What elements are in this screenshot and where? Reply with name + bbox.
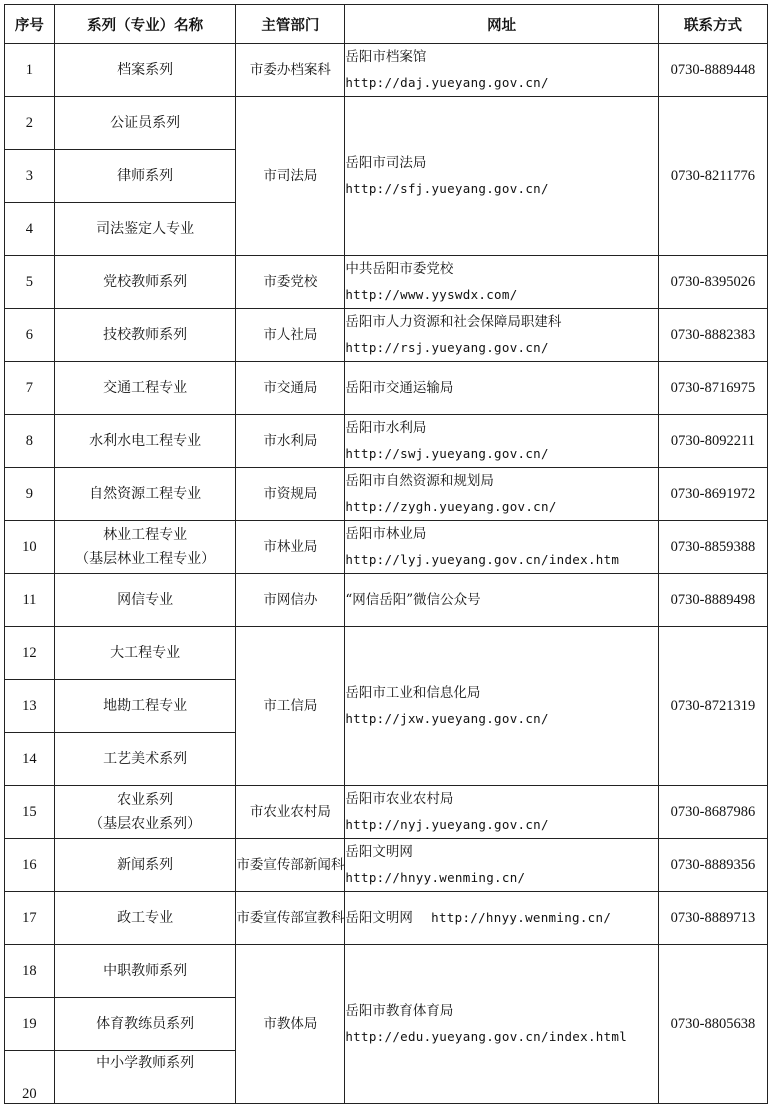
row-series-name: 党校教师系列: [54, 256, 236, 309]
row-seq: 11: [5, 574, 55, 627]
row-seq: 17: [5, 892, 55, 945]
row-website: [345, 786, 659, 839]
row-series-name: 新闻系列: [54, 839, 236, 892]
row-org-name: 中共岳阳市委党校: [345, 261, 454, 277]
row-org-name: 岳阳市工业和信息化局: [345, 685, 481, 701]
row-url-link[interactable]: http://jxw.yueyang.gov.cn/: [345, 711, 549, 726]
row-series-name: 中职教师系列: [54, 945, 236, 998]
header-seq: 序号: [5, 5, 55, 44]
row-website: [345, 256, 659, 309]
row-seq: 5: [5, 256, 55, 309]
row-url-link[interactable]: http://rsj.yueyang.gov.cn/: [345, 340, 549, 355]
row-seq: 12: [5, 627, 55, 680]
professional-title-contact-table: [4, 4, 768, 1104]
row-org-name: 岳阳市司法局: [345, 155, 427, 171]
row-seq: 3: [5, 150, 55, 203]
row-department: 市工信局: [236, 627, 345, 786]
header-row: [5, 5, 768, 44]
row-seq: 8: [5, 415, 55, 468]
table-row: [5, 839, 768, 892]
header-department: 主管部门: [236, 5, 345, 44]
row-url-link[interactable]: http://hnyy.wenming.cn/: [345, 870, 526, 885]
row-phone: 0730-8805638: [658, 945, 767, 1104]
table-row: [5, 309, 768, 362]
row-series-name: 技校教师系列: [54, 309, 236, 362]
row-department: 市人社局: [236, 309, 345, 362]
row-website: [345, 945, 659, 1104]
row-series-name: 交通工程专业: [54, 362, 236, 415]
row-url-link[interactable]: http://swj.yueyang.gov.cn/: [345, 446, 549, 461]
row-seq: 16: [5, 839, 55, 892]
table-row: [5, 97, 768, 150]
row-org-name: 岳阳市教育体育局: [345, 1003, 454, 1019]
row-department: 市农业农村局: [236, 786, 345, 839]
row-website: [345, 574, 659, 627]
row-department: 市资规局: [236, 468, 345, 521]
table-row: [5, 945, 768, 998]
row-seq: 1: [5, 44, 55, 97]
row-department: 市交通局: [236, 362, 345, 415]
row-seq: 19: [5, 998, 55, 1051]
row-series-name: 公证员系列: [54, 97, 236, 150]
row-seq: 15: [5, 786, 55, 839]
table-row: [5, 362, 768, 415]
row-phone: 0730-8716975: [658, 362, 767, 415]
row-series-name: 自然资源工程专业: [54, 468, 236, 521]
row-seq: 6: [5, 309, 55, 362]
row-website: [345, 839, 659, 892]
table-row: [5, 468, 768, 521]
row-series-name: 中小学教师系列: [54, 1051, 236, 1104]
row-series-name: 政工专业: [54, 892, 236, 945]
row-website: [345, 521, 659, 574]
row-series-name: 律师系列: [54, 150, 236, 203]
row-series-name: 水利水电工程专业: [54, 415, 236, 468]
row-phone: 0730-8211776: [658, 97, 767, 256]
row-series-name: 档案系列: [54, 44, 236, 97]
row-series-name: [54, 786, 236, 839]
table-row: [5, 256, 768, 309]
row-phone: 0730-8721319: [658, 627, 767, 786]
row-website: [345, 415, 659, 468]
row-website: [345, 309, 659, 362]
table-row: [5, 892, 768, 945]
header-website: 网址: [345, 5, 659, 44]
row-phone: 0730-8889448: [658, 44, 767, 97]
row-url-link[interactable]: http://lyj.yueyang.gov.cn/index.htm: [345, 552, 620, 567]
row-phone: 0730-8889356: [658, 839, 767, 892]
row-org-name: 岳阳文明网: [345, 844, 413, 860]
row-phone: 0730-8889713: [658, 892, 767, 945]
row-org-name: 岳阳市农业农村局: [345, 791, 454, 807]
row-department: 市委办档案科: [236, 44, 345, 97]
table-row: [5, 574, 768, 627]
row-series-name: 司法鉴定人专业: [54, 203, 236, 256]
header-contact: 联系方式: [658, 5, 767, 44]
row-seq: 20: [5, 1051, 55, 1104]
row-website: [345, 892, 659, 945]
table-row: [5, 521, 768, 574]
table-row: [5, 786, 768, 839]
row-department: 市委党校: [236, 256, 345, 309]
row-org-name: 岳阳市人力资源和社会保障局职建科: [345, 314, 562, 330]
row-org-name: 岳阳市水利局: [345, 420, 427, 436]
row-department: 市教体局: [236, 945, 345, 1104]
row-seq: 4: [5, 203, 55, 256]
row-url-link[interactable]: http://daj.yueyang.gov.cn/: [345, 75, 549, 90]
row-org-name: “网信岳阳”微信公众号: [345, 592, 481, 608]
row-series-name-line: 农业系列: [117, 792, 174, 808]
row-department: 市林业局: [236, 521, 345, 574]
row-seq: 18: [5, 945, 55, 998]
row-seq: 13: [5, 680, 55, 733]
row-phone: 0730-8859388: [658, 521, 767, 574]
row-seq: 2: [5, 97, 55, 150]
row-series-name: 网信专业: [54, 574, 236, 627]
row-department: 市委宣传部宣教科: [236, 892, 345, 945]
row-org-name: 岳阳市交通运输局: [345, 380, 454, 396]
row-org-name: 岳阳市林业局: [345, 526, 427, 542]
row-url-link[interactable]: http://www.yyswdx.com/: [345, 287, 518, 302]
row-phone: 0730-8889498: [658, 574, 767, 627]
table-row: [5, 415, 768, 468]
row-website: [345, 44, 659, 97]
row-department: 市司法局: [236, 97, 345, 256]
row-phone: 0730-8092211: [658, 415, 767, 468]
row-series-name: 大工程专业: [54, 627, 236, 680]
row-department: 市水利局: [236, 415, 345, 468]
row-series-name-line: 林业工程专业: [103, 527, 188, 543]
row-org-name: 岳阳市自然资源和规划局: [345, 473, 494, 489]
row-phone: 0730-8691972: [658, 468, 767, 521]
row-department: 市网信办: [236, 574, 345, 627]
row-seq: 14: [5, 733, 55, 786]
row-phone: 0730-8395026: [658, 256, 767, 309]
row-url-link[interactable]: http://hnyy.wenming.cn/: [431, 910, 612, 925]
row-url-link[interactable]: http://nyj.yueyang.gov.cn/: [345, 817, 549, 832]
row-department: 市委宣传部新闻科: [236, 839, 345, 892]
row-series-name-subline: （基层林业工程专业）: [75, 551, 216, 567]
row-phone: 0730-8882383: [658, 309, 767, 362]
row-website: [345, 362, 659, 415]
row-website: [345, 97, 659, 256]
row-org-name: 岳阳文明网: [345, 910, 413, 926]
row-seq: 10: [5, 521, 55, 574]
row-url-link[interactable]: http://zygh.yueyang.gov.cn/: [345, 499, 557, 514]
row-seq: 7: [5, 362, 55, 415]
row-series-name-subline: （基层农业系列）: [89, 816, 202, 832]
header-series-name: 系列（专业）名称: [54, 5, 236, 44]
row-org-name: 岳阳市档案馆: [345, 49, 427, 65]
row-phone: 0730-8687986: [658, 786, 767, 839]
table-row: [5, 627, 768, 680]
row-series-name: 工艺美术系列: [54, 733, 236, 786]
row-url-link[interactable]: http://sfj.yueyang.gov.cn/: [345, 181, 549, 196]
row-url-link[interactable]: http://edu.yueyang.gov.cn/index.html: [345, 1029, 628, 1044]
row-series-name: 体育教练员系列: [54, 998, 236, 1051]
row-website: [345, 468, 659, 521]
table-row: [5, 44, 768, 97]
row-website: [345, 627, 659, 786]
row-seq: 9: [5, 468, 55, 521]
row-series-name: [54, 521, 236, 574]
row-series-name: 地勘工程专业: [54, 680, 236, 733]
